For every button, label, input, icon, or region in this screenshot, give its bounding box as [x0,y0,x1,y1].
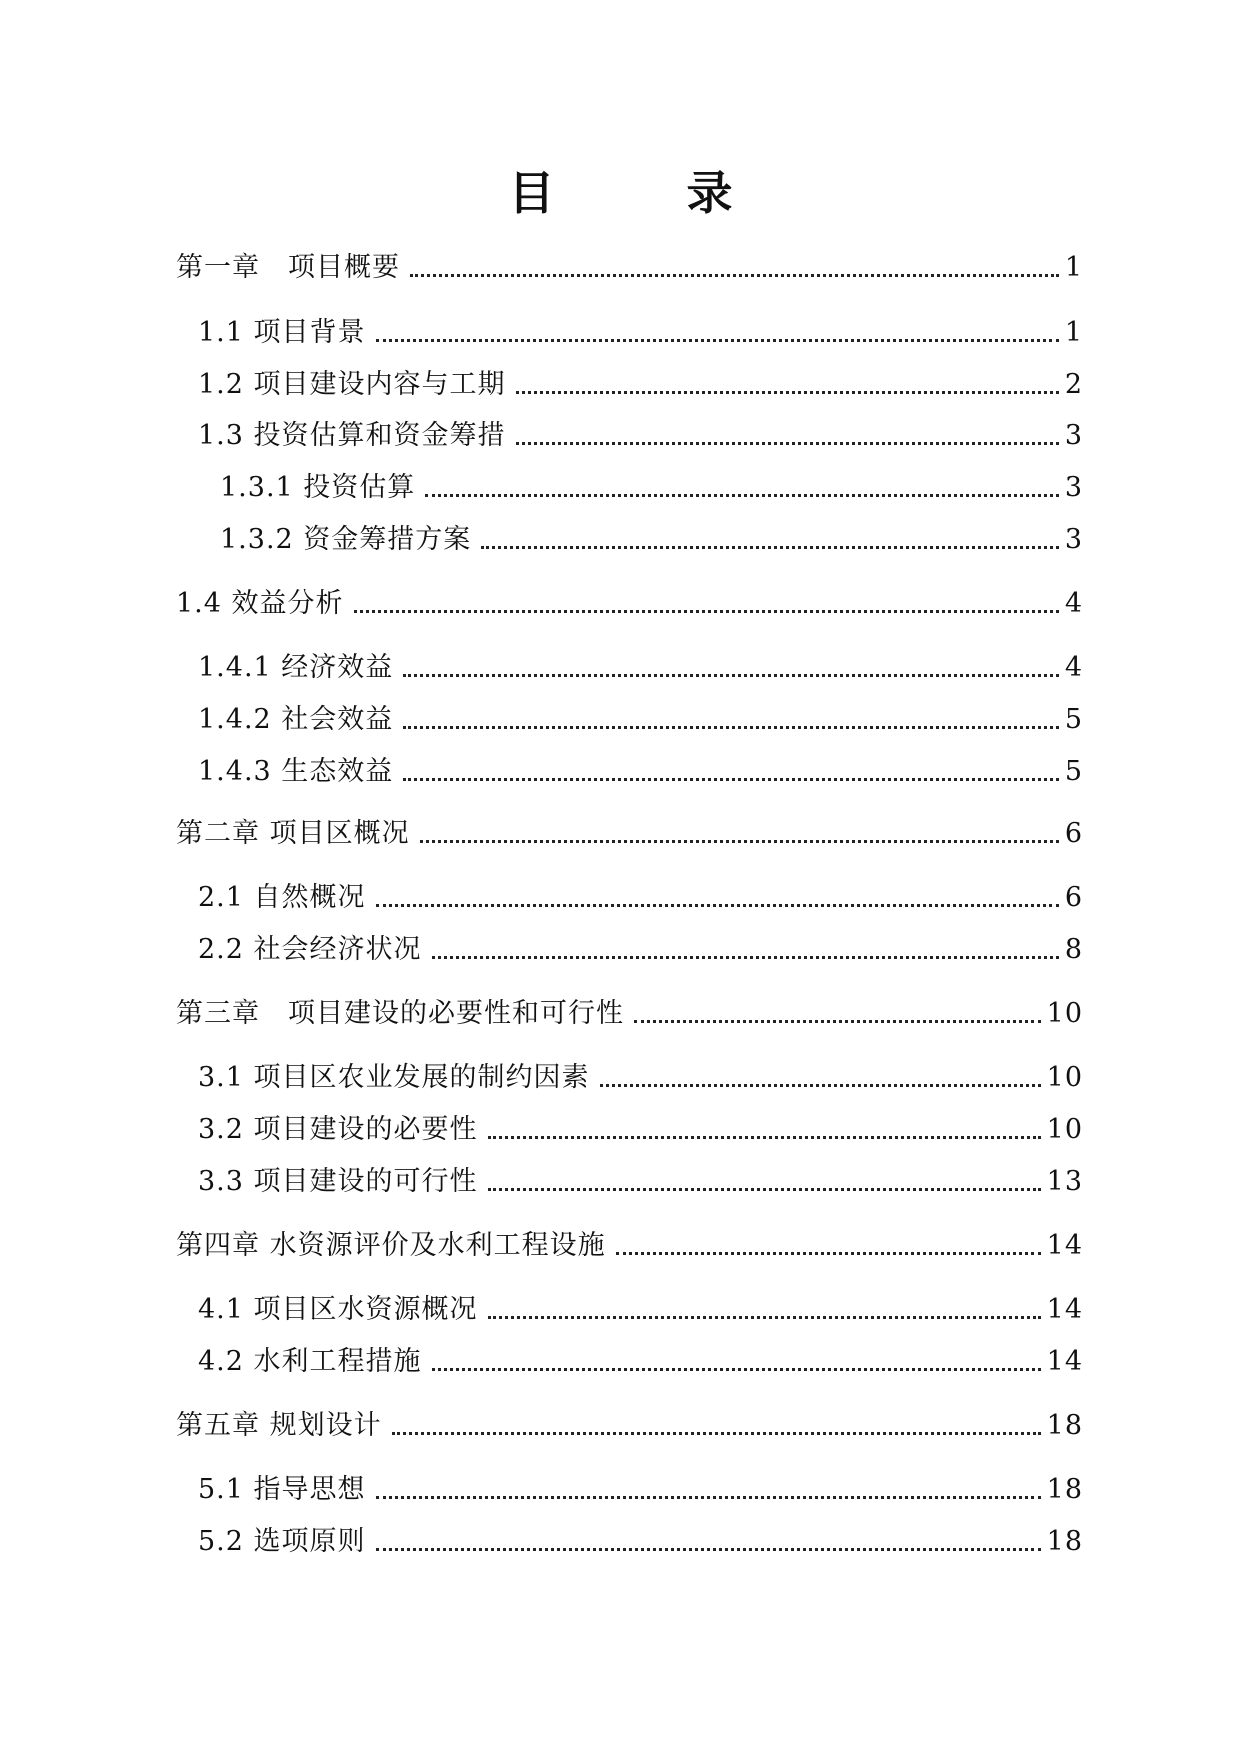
toc-entry-label: 1.4 效益分析 [176,588,344,619]
dot-leader [488,1316,1041,1319]
toc-entry-1-3-2[interactable] [220,520,1083,560]
toc-entry-4-1[interactable] [198,1290,1083,1330]
toc-entry-2-1[interactable] [198,878,1083,918]
toc-entry-page: 18 [1046,1410,1083,1441]
toc-entry-page: 5 [1064,704,1083,735]
toc-entry-page: 14 [1046,1346,1083,1377]
toc-entry-label: 5.1 指导思想 [198,1474,366,1505]
toc-entry-label: 3.2 项目建设的必要性 [198,1114,478,1145]
toc-entry-page: 10 [1046,1062,1083,1093]
toc-entry-page: 10 [1046,1114,1083,1145]
toc-entry-label: 1.3.2 资金筹措方案 [220,524,472,555]
toc-entry-page: 2 [1064,369,1083,400]
toc-entry-label: 第二章 项目区概况 [176,818,410,849]
toc-entry-1-1[interactable] [198,313,1083,353]
dot-leader [481,546,1059,549]
toc-entry-page: 6 [1064,882,1083,913]
toc-entry-page: 10 [1046,998,1083,1029]
toc-entry-page: 3 [1064,472,1083,503]
toc-entry-1-3-1[interactable] [220,468,1083,508]
toc-entry-page: 1 [1064,317,1083,348]
toc-entry-page: 18 [1046,1474,1083,1505]
toc-entry-label: 1.4.1 经济效益 [198,652,394,683]
toc-entry-label: 第一章 项目概要 [176,252,400,283]
dot-leader [516,391,1059,394]
dot-leader [392,1432,1041,1435]
toc-entry-page: 18 [1046,1526,1083,1557]
toc-entry-1-4-2[interactable] [198,700,1083,740]
toc-entry-page: 6 [1064,818,1083,849]
toc-entry-3-1[interactable] [198,1058,1083,1098]
toc-entry-label: 1.3 投资估算和资金筹措 [198,420,506,451]
dot-leader [376,904,1059,907]
toc-entry-1-4[interactable] [176,584,1083,624]
toc-entry-page: 3 [1064,524,1083,555]
dot-leader [354,610,1059,613]
toc-entry-1-4-3[interactable] [198,752,1083,792]
toc-entry-page: 13 [1046,1166,1083,1197]
dot-leader [376,1548,1041,1551]
dot-leader [376,1496,1041,1499]
toc-entry-5-1[interactable] [198,1470,1083,1510]
toc-entry-label: 2.1 自然概况 [198,882,366,913]
dot-leader [425,494,1059,497]
toc-entry-label: 1.4.2 社会效益 [198,704,394,735]
dot-leader [403,778,1059,781]
toc-entry-page: 14 [1046,1294,1083,1325]
toc-entry-chapter-4[interactable] [176,1226,1083,1266]
toc-entry-1-4-1[interactable] [198,648,1083,688]
toc-entry-page: 4 [1064,652,1083,683]
toc-entry-page: 8 [1064,934,1083,965]
toc-entry-2-2[interactable] [198,930,1083,970]
toc-entry-label: 第四章 水资源评价及水利工程设施 [176,1230,606,1261]
toc-entry-page: 5 [1064,756,1083,787]
toc-entry-4-2[interactable] [198,1342,1083,1382]
toc-entry-3-2[interactable] [198,1110,1083,1150]
dot-leader [488,1136,1041,1139]
toc-entry-chapter-1[interactable] [176,248,1083,288]
toc-entry-label: 5.2 选项原则 [198,1526,366,1557]
dot-leader [634,1020,1041,1023]
toc-entry-page: 14 [1046,1230,1083,1261]
toc-entry-chapter-5[interactable] [176,1406,1083,1446]
dot-leader [420,840,1059,843]
toc-entry-chapter-3[interactable] [176,994,1083,1034]
dot-leader [600,1084,1041,1087]
toc-entry-label: 1.1 项目背景 [198,317,366,348]
toc-entry-1-2[interactable] [198,365,1083,405]
toc-entry-chapter-2[interactable] [176,814,1083,854]
dot-leader [616,1252,1041,1255]
toc-entry-label: 第三章 项目建设的必要性和可行性 [176,998,624,1029]
toc-entry-1-3[interactable] [198,416,1083,456]
toc-entry-label: 2.2 社会经济状况 [198,934,422,965]
page-title: 目 录 [508,166,791,220]
toc-entry-page: 4 [1064,588,1083,619]
toc-entry-label: 3.1 项目区农业发展的制约因素 [198,1062,590,1093]
toc-entry-label: 第五章 规划设计 [176,1410,382,1441]
toc-entry-page: 1 [1064,252,1083,283]
toc-entry-label: 1.2 项目建设内容与工期 [198,369,506,400]
toc-entry-3-3[interactable] [198,1162,1083,1202]
dot-leader [432,956,1059,959]
toc-entry-label: 4.1 项目区水资源概况 [198,1294,478,1325]
toc-entry-5-2[interactable] [198,1522,1083,1562]
toc-entry-label: 1.3.1 投资估算 [220,472,416,503]
toc-entry-label: 1.4.3 生态效益 [198,756,394,787]
toc-entry-label: 4.2 水利工程措施 [198,1346,422,1377]
dot-leader [403,726,1059,729]
dot-leader [403,674,1059,677]
dot-leader [410,274,1059,277]
toc-entry-label: 3.3 项目建设的可行性 [198,1166,478,1197]
dot-leader [488,1188,1041,1191]
toc-entry-page: 3 [1064,420,1083,451]
dot-leader [376,339,1059,342]
dot-leader [432,1368,1041,1371]
dot-leader [516,442,1059,445]
